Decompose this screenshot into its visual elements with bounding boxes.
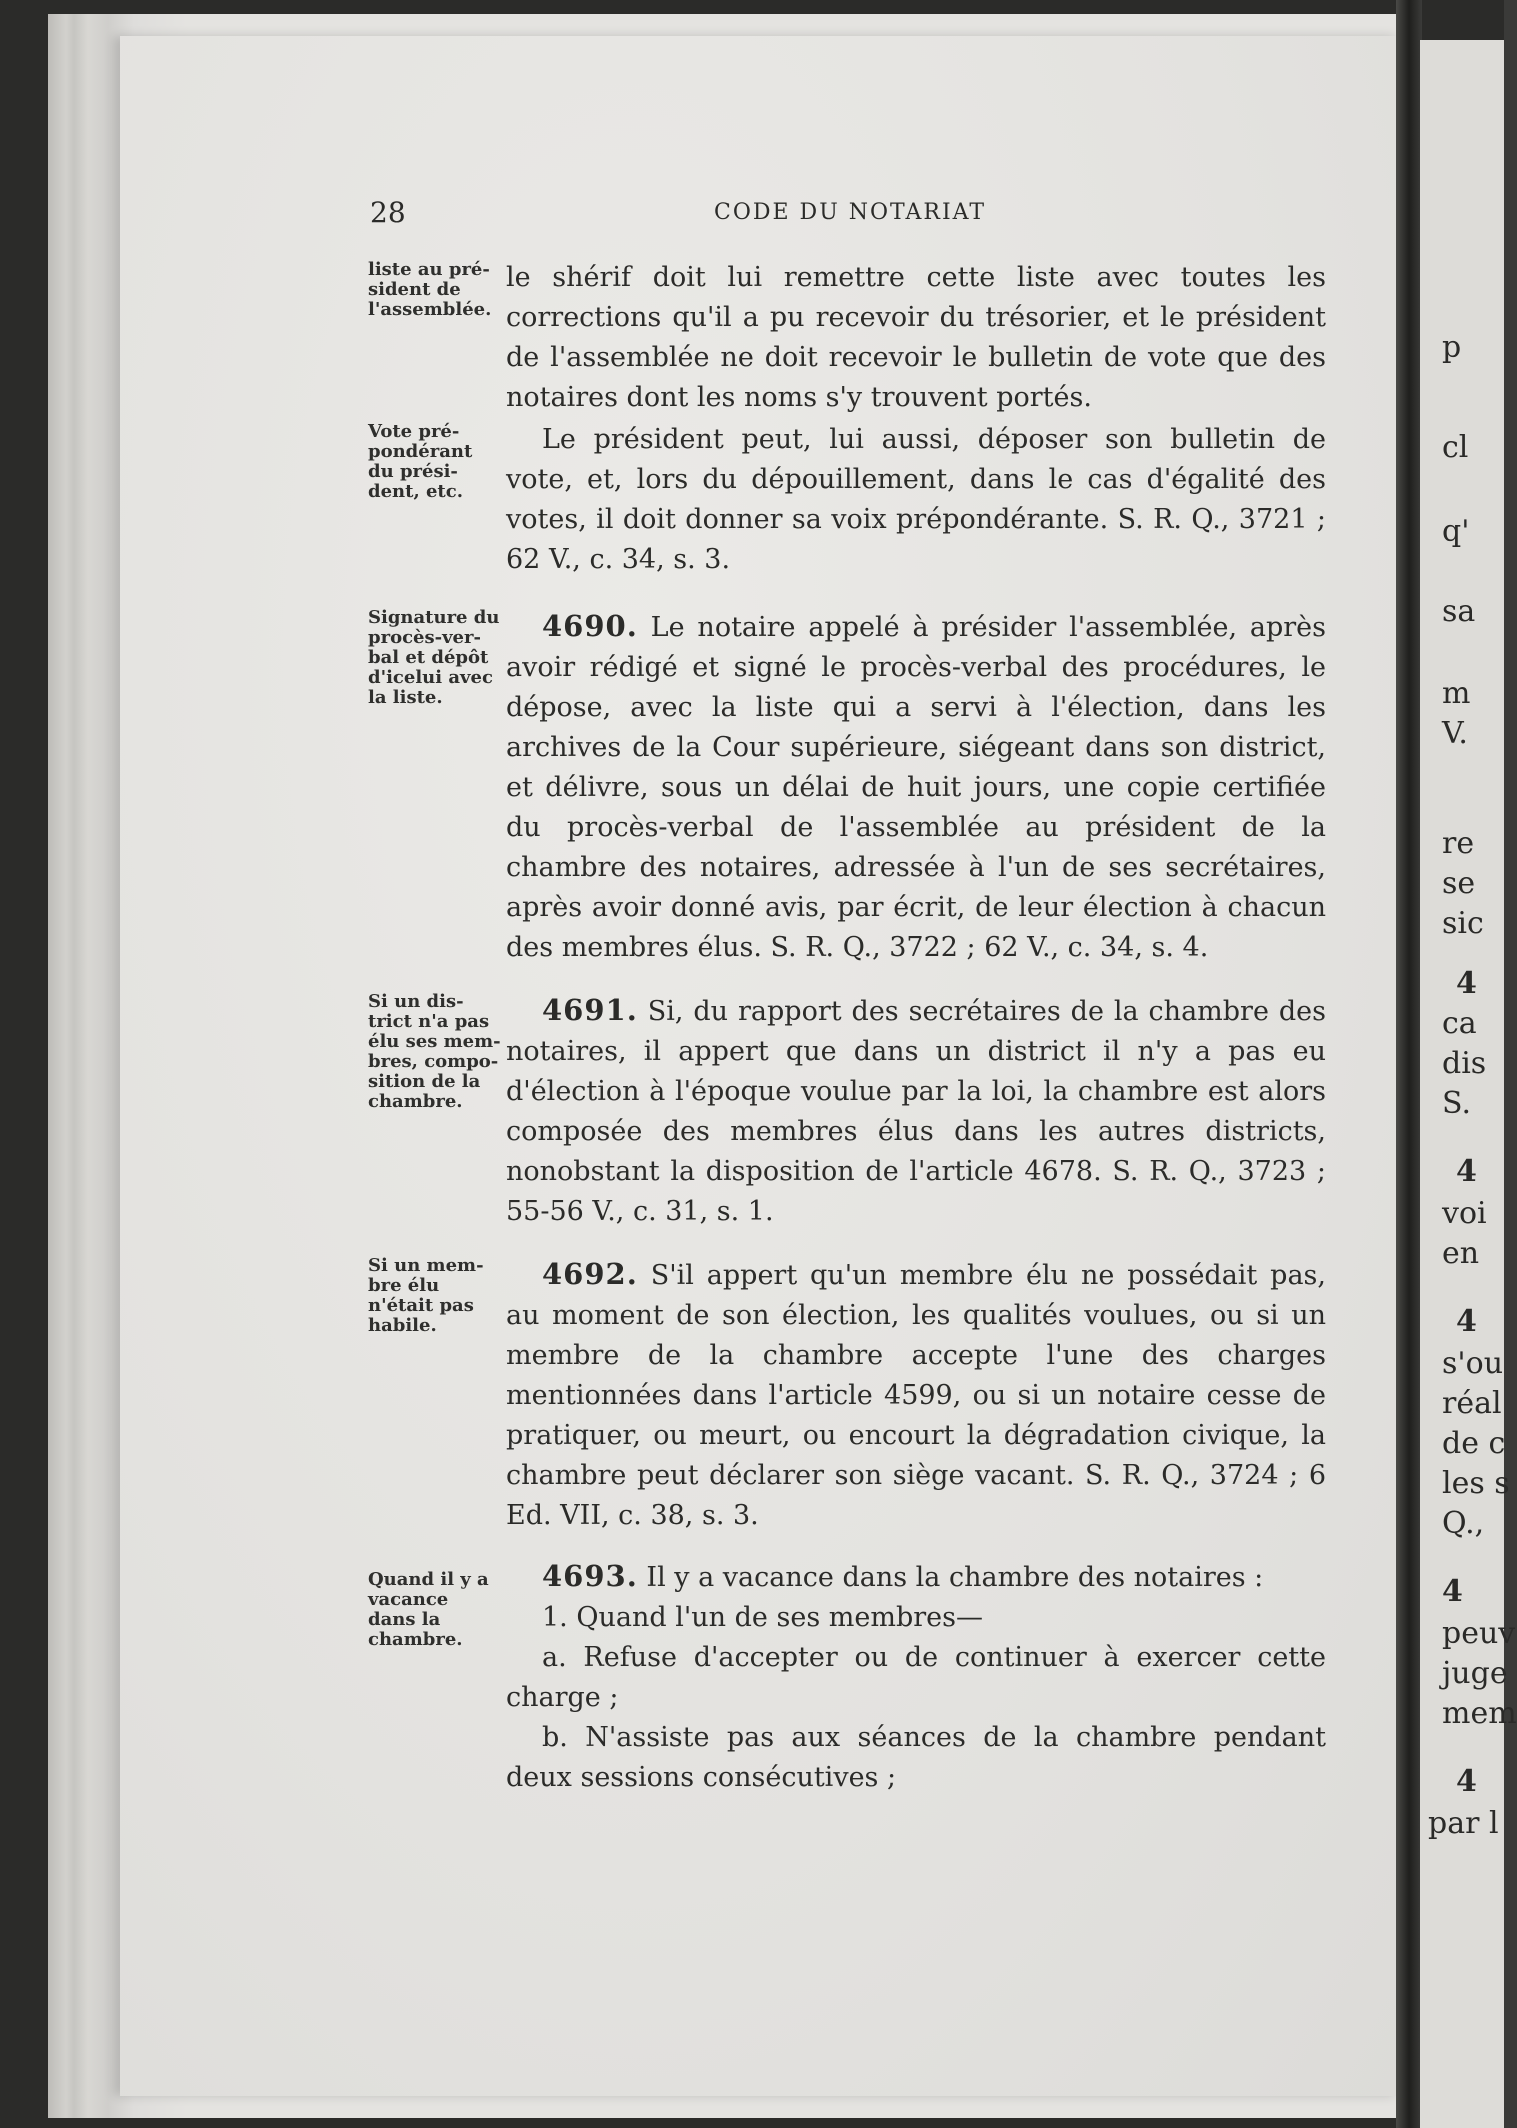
book-gutter <box>1396 0 1422 2128</box>
paragraph <box>506 1556 1326 1798</box>
facing-page-fragment: dis <box>1442 1046 1487 1081</box>
margin-note: liste au pré- sident de l'assemblée. <box>368 259 492 320</box>
facing-page-fragment: V. <box>1442 716 1468 751</box>
article-number: 4691. <box>542 993 638 1027</box>
facing-page-fragment: s'ou <box>1442 1346 1504 1381</box>
facing-page-fragment: réal <box>1442 1386 1502 1421</box>
facing-page-fragment: les s <box>1442 1466 1510 1501</box>
paragraph-text: Il y a vacance dans la chambre des notaires : <box>646 1562 1264 1593</box>
paragraph <box>506 420 1326 580</box>
article-number: 4693. <box>542 1559 638 1593</box>
facing-page-fragment: 4 <box>1442 1574 1463 1609</box>
facing-page-fragment: ca <box>1442 1006 1477 1041</box>
facing-page-fragment: re <box>1442 826 1475 861</box>
list-item: 1. Quand l'un de ses membres— <box>542 1602 983 1633</box>
paragraph-text: Si, du rapport des secrétaires de la chambre des notaires, il appert que dans un district il n'y a pas eu d'élection à l'époque voulue par la loi, la chambre est alors composée des membres élus dans les autres districts, nonobstant la disposition de l'article 4678. S. R. Q., 3723 ; 55-56 V., c. 31, s. 1. <box>506 996 1326 1227</box>
facing-page-fragment: de c <box>1442 1426 1506 1461</box>
facing-page-fragment: se <box>1442 866 1476 901</box>
list-item: b. N'assiste pas aux séances de la chambre pendant deux sessions consécutives ; <box>506 1722 1326 1793</box>
facing-page-fragment: cl <box>1442 430 1469 465</box>
article-number: 4692. <box>542 1257 638 1291</box>
facing-page-fragment: 4 <box>1456 966 1477 1001</box>
facing-page-fragment: p <box>1442 330 1462 365</box>
facing-page-fragment: 4 <box>1456 1154 1477 1189</box>
facing-page-fragment: mem <box>1442 1696 1517 1731</box>
running-title: CODE DU NOTARIAT <box>714 200 986 225</box>
margin-note: Vote pré- pondérant du prési- dent, etc. <box>368 421 473 502</box>
facing-page <box>1420 40 1517 2128</box>
facing-page-fragment: voi <box>1442 1196 1487 1231</box>
list-item: a. Refuse d'accepter ou de continuer à exercer cette charge ; <box>506 1642 1326 1713</box>
paragraph-text: le shérif doit lui remettre cette liste avec toutes les corrections qu'il a pu recevoir du trésorier, et le président de l'assemblée ne doit recevoir le bulletin de vote que des notaires dont les noms s'y trouvent portés. <box>506 262 1326 413</box>
paragraph <box>506 606 1326 968</box>
facing-page-fragment: Q., <box>1442 1506 1485 1541</box>
margin-note: Si un mem- bre élu n'était pas habile. <box>368 1255 484 1336</box>
page-header <box>370 196 1330 236</box>
facing-page-fragment: sic <box>1442 906 1484 941</box>
facing-page-fragment: m <box>1442 676 1471 711</box>
paragraph <box>506 1254 1326 1536</box>
facing-page-fragment: 4 <box>1456 1764 1477 1799</box>
margin-note: Si un dis- trict n'a pas élu ses mem- bres, compo- sition de la chambre. <box>368 991 501 1112</box>
margin-note: Signature du procès-ver- bal et dépôt d'icelui avec la liste. <box>368 607 500 708</box>
facing-page-fragment: peuv <box>1442 1616 1516 1651</box>
article-number: 4690. <box>542 609 638 643</box>
facing-page-fragment: S. <box>1442 1086 1472 1121</box>
paragraph-text: Le président peut, lui aussi, déposer son bulletin de vote, et, lors du dépouillement, dans le cas d'égalité des votes, il doit donner sa voix prépondérante. S. R. Q., 3721 ; 62 V., c. 34, s. 3. <box>506 424 1326 575</box>
facing-page-fragment: q' <box>1442 514 1470 549</box>
paragraph-text: Le notaire appelé à présider l'assemblée, après avoir rédigé et signé le procès-verbal des procédures, le dépose, avec la liste qui a servi à l'élection, dans les archives de la Cour supérieure, siégeant dans son district, et délivre, sous un délai de huit jours, une copie certifiée du procès-verbal de l'assemblée au président de la chambre des notaires, adressée à l'un de ses secrétaires, après avoir donné avis, par écrit, de leur élection à chacun des membres élus. S. R. Q., 3722 ; 62 V., c. 34, s. 4. <box>506 612 1326 963</box>
page-number: 28 <box>370 196 406 229</box>
margin-note: Quand il y a vacance dans la chambre. <box>368 1569 489 1650</box>
paragraph-text: S'il appert qu'un membre élu ne possédait pas, au moment de son élection, les qualités voulues, ou si un membre de la chambre accepte l'une des charges mentionnées dans l'article 4599, ou si un notaire cesse de pratiquer, ou meurt, ou encourt la dégradation civique, la chambre peut déclarer son siège vacant. S. R. Q., 3724 ; 6 Ed. VII, c. 38, s. 3. <box>506 1260 1326 1531</box>
facing-page-fragment: sa <box>1442 594 1476 629</box>
facing-page-fragment: juge <box>1442 1656 1508 1691</box>
facing-page-fragment: en <box>1442 1236 1480 1271</box>
paragraph <box>506 990 1326 1232</box>
facing-page-fragment: 4 <box>1456 1304 1477 1339</box>
facing-page-fragment: par l <box>1428 1806 1499 1841</box>
paragraph <box>506 258 1326 418</box>
